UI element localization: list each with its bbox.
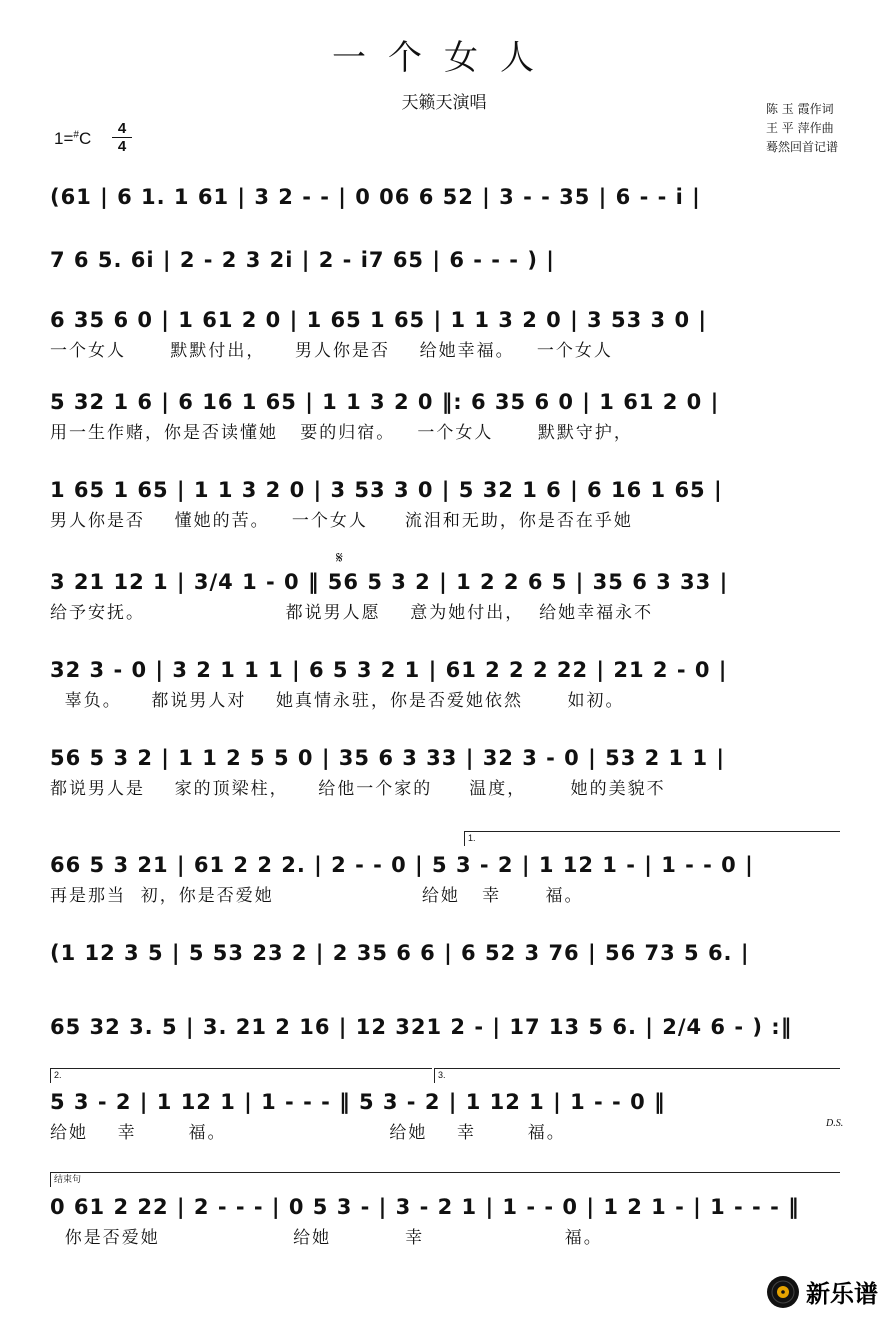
lyric-line: 都说男人是 家的顶梁柱， 给他一个家的 温度， 她的美貌不 bbox=[50, 779, 666, 799]
time-signature-numerator: 4 bbox=[112, 120, 132, 138]
score-system-3 bbox=[50, 305, 840, 363]
notation-line: 5 3 - 2 | 1 12 1 | 1 - - - ‖ 5 3 - 2 | 1 12 1 | 1 - - 0 ‖ bbox=[50, 1090, 666, 1114]
credits-block bbox=[766, 100, 838, 157]
score-system-4 bbox=[50, 387, 840, 445]
notation-line: 1 65 1 65 | 1 1 3 2 0 | 3 53 3 0 | 5 32 1 6 | 6 16 1 65 | bbox=[50, 478, 723, 502]
lyric-line: 辜负。 都说男人对 她真情永驻，你是否爱她依然 如初。 bbox=[50, 691, 625, 711]
vinyl-record-icon bbox=[766, 1275, 800, 1309]
volta-bracket-1: 1. bbox=[464, 831, 840, 846]
lyric-line: 男人你是否 懂她的苦。 一个女人 流泪和无助，你是否在乎她 bbox=[50, 511, 633, 531]
score-system-13 bbox=[50, 1192, 840, 1250]
lyric-line: 你是否爱她 给她 幸 福。 bbox=[50, 1228, 603, 1248]
lyric-line: 给予安抚。 都说男人愿 意为她付出， 给她幸福永不 bbox=[50, 603, 654, 623]
segno-sign: 𝄋 bbox=[336, 548, 343, 567]
score-system-8 bbox=[50, 743, 840, 801]
lyricist-credit: 陈 玉 霞作词 bbox=[765, 102, 834, 116]
notation-line: 3 21 12 1 | 3/4 1 - 0 ‖ 56 5 3 2 | 1 2 2 6 5 | 35 6 3 33 | bbox=[50, 570, 729, 594]
key-signature: 1=#C bbox=[54, 129, 92, 148]
notation-line: (61 | 6 1. 1 61 | 3 2 - - | 0 06 6 52 | 3 - - 35 | 6 - - i | bbox=[50, 185, 701, 209]
volta-bracket-2: 2. bbox=[50, 1068, 432, 1083]
notation-line: (1 12 3 5 | 5 53 23 2 | 2 35 6 6 | 6 52 3 76 | 56 73 5 6. | bbox=[50, 941, 750, 965]
notation-line: 65 32 3. 5 | 3. 21 2 16 | 12 321 2 - | 17 13 5 6. | 2/4 6 - ) :‖ bbox=[50, 1015, 793, 1039]
volta-bracket-3: 3. bbox=[434, 1068, 840, 1083]
lyric-line: 用一生作赌，你是否读懂她 要的归宿。 一个女人 默默守护， bbox=[50, 423, 633, 443]
logo-text: 新乐谱 bbox=[806, 1280, 878, 1308]
notation-line: 32 3 - 0 | 3 2 1 1 1 | 6 5 3 2 1 | 61 2 2 2 22 | 21 2 - 0 | bbox=[50, 658, 728, 682]
notation-line: 6 35 6 0 | 1 61 2 0 | 1 65 1 65 | 1 1 3 2 0 | 3 53 3 0 | bbox=[50, 308, 708, 332]
score-system-10 bbox=[50, 938, 840, 968]
score-system-2 bbox=[50, 245, 840, 275]
song-title: 一个女人 bbox=[332, 38, 556, 78]
lyric-line: 给她 幸 福。 给她 幸 福。 bbox=[50, 1123, 566, 1143]
lyric-line: 一个女人 默默付出， 男人你是否 给她幸福。 一个女人 bbox=[50, 341, 613, 361]
notation-line: 56 5 3 2 | 1 1 2 5 5 0 | 35 6 3 33 | 32 3 - 0 | 53 2 1 1 | bbox=[50, 746, 726, 770]
composer-credit: 王 平 萍作曲 bbox=[765, 121, 834, 135]
notation-line: 5 32 1 6 | 6 16 1 65 | 1 1 3 2 0 ‖: 6 35 6 0 | 1 61 2 0 | bbox=[50, 390, 720, 414]
lyric-line: 再是那当 初，你是否爱她 给她 幸 福。 bbox=[50, 886, 584, 906]
site-logo bbox=[766, 1274, 878, 1309]
score-system-9 bbox=[50, 850, 840, 908]
notation-line: 7 6 5. 6i | 2 - 2 3 2i | 2 - i7 65 | 6 - - - ) | bbox=[50, 248, 555, 272]
notation-line: 0 61 2 22 | 2 - - - | 0 5 3 - | 3 - 2 1 | 1 - - 0 | 1 2 1 - | 1 - - - ‖ bbox=[50, 1195, 800, 1219]
ds-marking: D.S. bbox=[826, 1118, 844, 1129]
singer-credit: 天籁天演唱 bbox=[401, 93, 487, 113]
time-signature-denominator: 4 bbox=[117, 138, 127, 155]
transcriber-credit: 蓦然回首记谱 bbox=[765, 140, 838, 154]
coda-bracket: 结束句 bbox=[50, 1172, 840, 1187]
score-system-7 bbox=[50, 655, 840, 713]
score-system-5 bbox=[50, 475, 840, 533]
score-system-6 bbox=[50, 567, 840, 625]
notation-line: 66 5 3 21 | 61 2 2 2. | 2 - - 0 | 5 3 - 2 | 1 12 1 - | 1 - - 0 | bbox=[50, 853, 754, 877]
score-system-11 bbox=[50, 1012, 840, 1042]
time-signature bbox=[112, 120, 132, 155]
score-system-12 bbox=[50, 1087, 840, 1145]
score-system-1 bbox=[50, 182, 840, 212]
